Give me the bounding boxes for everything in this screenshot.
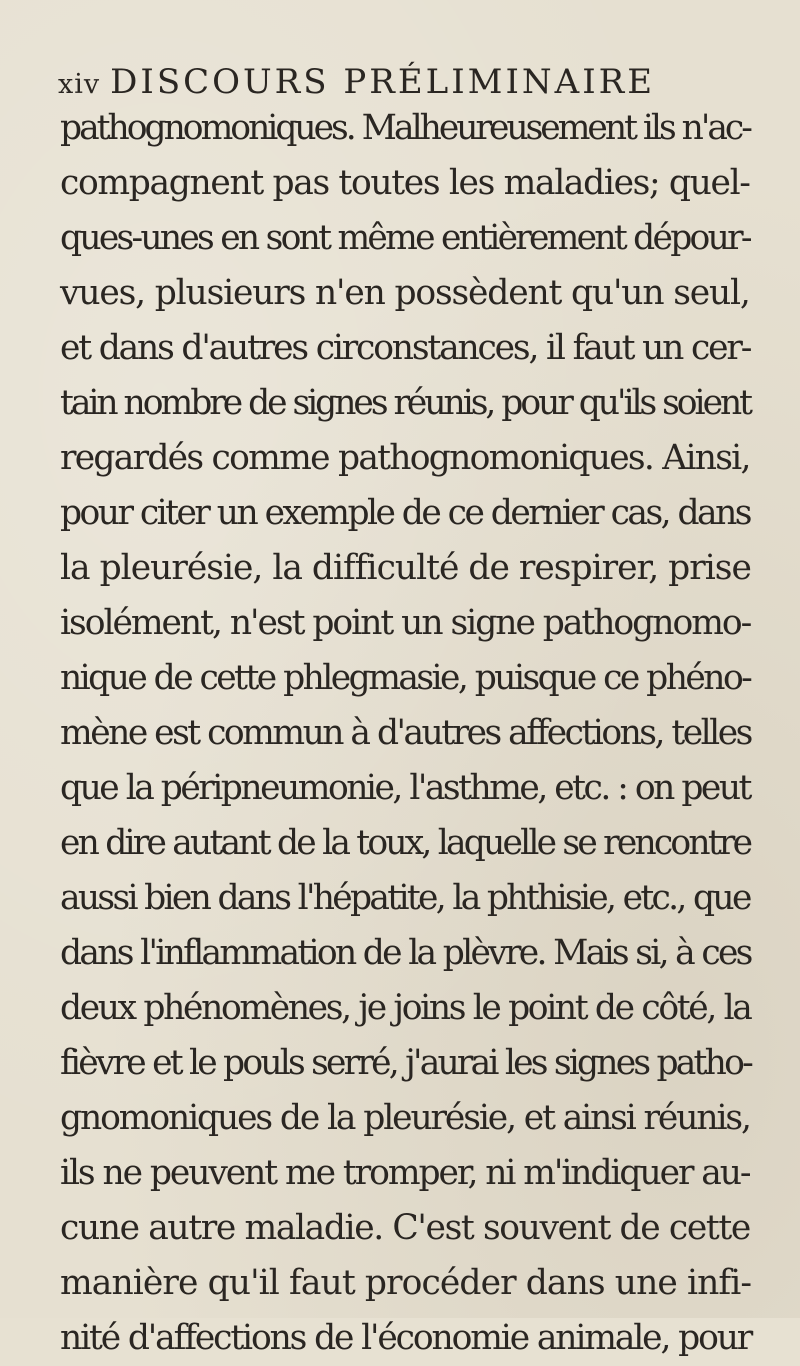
text-line: vues, plusieurs n'en possèdent qu'un seul, [60,273,750,313]
text-line: que la péripneumonie, l'asthme, etc. : on peut [60,768,750,808]
running-title: DISCOURS PRÉLIMINAIRE [110,62,656,102]
text-line: pour citer un exemple de ce dernier cas, dans [60,493,750,533]
text-line: dans l'inflammation de la plèvre. Mais si, à ces [60,933,751,973]
text-line: cune autre maladie. C'est souvent de cette [60,1208,750,1248]
text-line: ils ne peuvent me tromper, ni m'indiquer au- [60,1153,750,1193]
text-line: et dans d'autres circonstances, il faut un cer- [60,328,751,368]
text-line: en dire autant de la toux, laquelle se rencontre [60,823,751,863]
text-line: gnomoniques de la pleurésie, et ainsi réunis, [60,1098,750,1138]
text-line: manière qu'il faut procéder dans une infi- [60,1263,752,1303]
text-line: fièvre et le pouls serré, j'aurai les signes patho- [60,1043,751,1083]
text-line: nité d'affections de l'économie animale, pour [60,1318,752,1358]
text-line: ques-unes en sont même entièrement dépour- [60,218,750,258]
text-line: pathognomoniques. Malheureusement ils n'ac- [60,108,750,148]
text-line: regardés comme pathognomoniques. Ainsi, [60,438,750,478]
text-line: mène est commun à d'autres affections, telles [60,713,751,753]
text-line: la pleurésie, la difficulté de respirer, prise [60,548,751,588]
text-line: isolément, n'est point un signe pathognomo- [60,603,751,643]
text-line: aussi bien dans l'hépatite, la phthisie, etc., que [60,878,750,918]
page-number: xiv [58,69,101,100]
text-line: tain nombre de signes réunis, pour qu'ils soient [60,383,751,423]
text-line: nique de cette phlegmasie, puisque ce phéno- [60,658,751,698]
text-line: deux phénomènes, je joins le point de côté, la [60,988,751,1028]
text-line: compagnent pas toutes les maladies; quel- [60,163,750,203]
